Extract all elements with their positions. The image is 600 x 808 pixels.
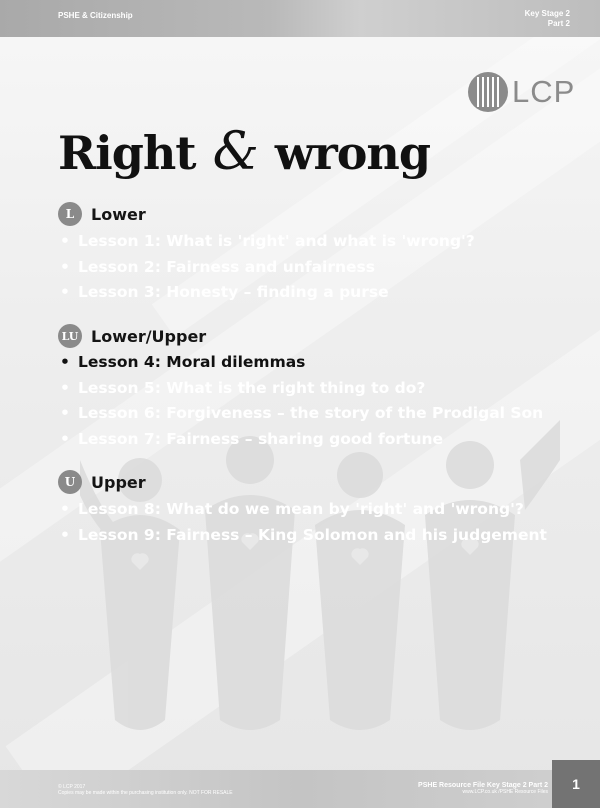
section-badge: LU — [58, 324, 82, 348]
key-stage-label: Key Stage 2 — [524, 9, 570, 18]
section-badge: L — [58, 202, 82, 226]
lesson-list-upper — [58, 497, 547, 548]
lesson-list-lower-upper — [58, 350, 543, 452]
lesson-item[interactable]: • Lesson 3: Honesty – finding a purse — [58, 280, 475, 306]
section-label: Lower — [91, 204, 146, 224]
lesson-item[interactable]: • Lesson 5: What is the right thing to do? — [58, 376, 543, 402]
logo-text: LCP — [512, 74, 576, 109]
footer-right — [418, 782, 548, 795]
lesson-item-active[interactable]: • Lesson 4: Moral dilemmas — [58, 350, 543, 376]
page-footer — [0, 770, 600, 808]
lesson-item[interactable]: • Lesson 2: Fairness and unfairness — [58, 255, 475, 281]
website-text: www.LCP.co.uk /PSHE Resource Files — [462, 789, 548, 795]
section-lower — [58, 202, 146, 226]
section-lower-upper — [58, 324, 206, 348]
section-label: Lower/Upper — [91, 326, 207, 346]
lesson-item[interactable]: • Lesson 7: Fairness – sharing good fortune — [58, 427, 543, 453]
page-header — [0, 0, 600, 37]
title-part-2: wrong — [274, 126, 431, 180]
lesson-list-lower — [58, 229, 475, 306]
lcp-logo — [468, 72, 575, 112]
lesson-item[interactable]: • Lesson 1: What is 'right' and what is 'wrong'? — [58, 229, 475, 255]
page-title — [58, 122, 430, 182]
section-label: Upper — [91, 472, 146, 492]
people-figures-illustration — [80, 420, 560, 760]
footer-left — [58, 784, 233, 796]
section-upper — [58, 470, 146, 494]
copyright-text: © LCP 2017 — [58, 784, 86, 790]
subject-label: PSHE & Citizenship — [58, 11, 133, 20]
title-part-1: Right — [58, 126, 196, 180]
lesson-item[interactable]: • Lesson 8: What do we mean by 'right' and 'wrong'? — [58, 497, 547, 523]
part-label: Part 2 — [547, 19, 570, 28]
page-number: 1 — [552, 760, 600, 808]
title-ampersand: & — [212, 122, 258, 182]
product-name: PSHE Resource File Key Stage 2 Part 2 — [418, 782, 548, 789]
lcp-logo-icon — [468, 72, 508, 112]
lesson-item[interactable]: • Lesson 6: Forgiveness – the story of the Prodigal Son — [58, 401, 543, 427]
section-badge: U — [58, 470, 82, 494]
stage-info — [525, 9, 570, 29]
copy-notice: Copies may be made within the purchasing institution only. NOT FOR RESALE — [58, 790, 233, 796]
lesson-item[interactable]: • Lesson 9: Fairness – King Solomon and his judgement — [58, 523, 547, 549]
